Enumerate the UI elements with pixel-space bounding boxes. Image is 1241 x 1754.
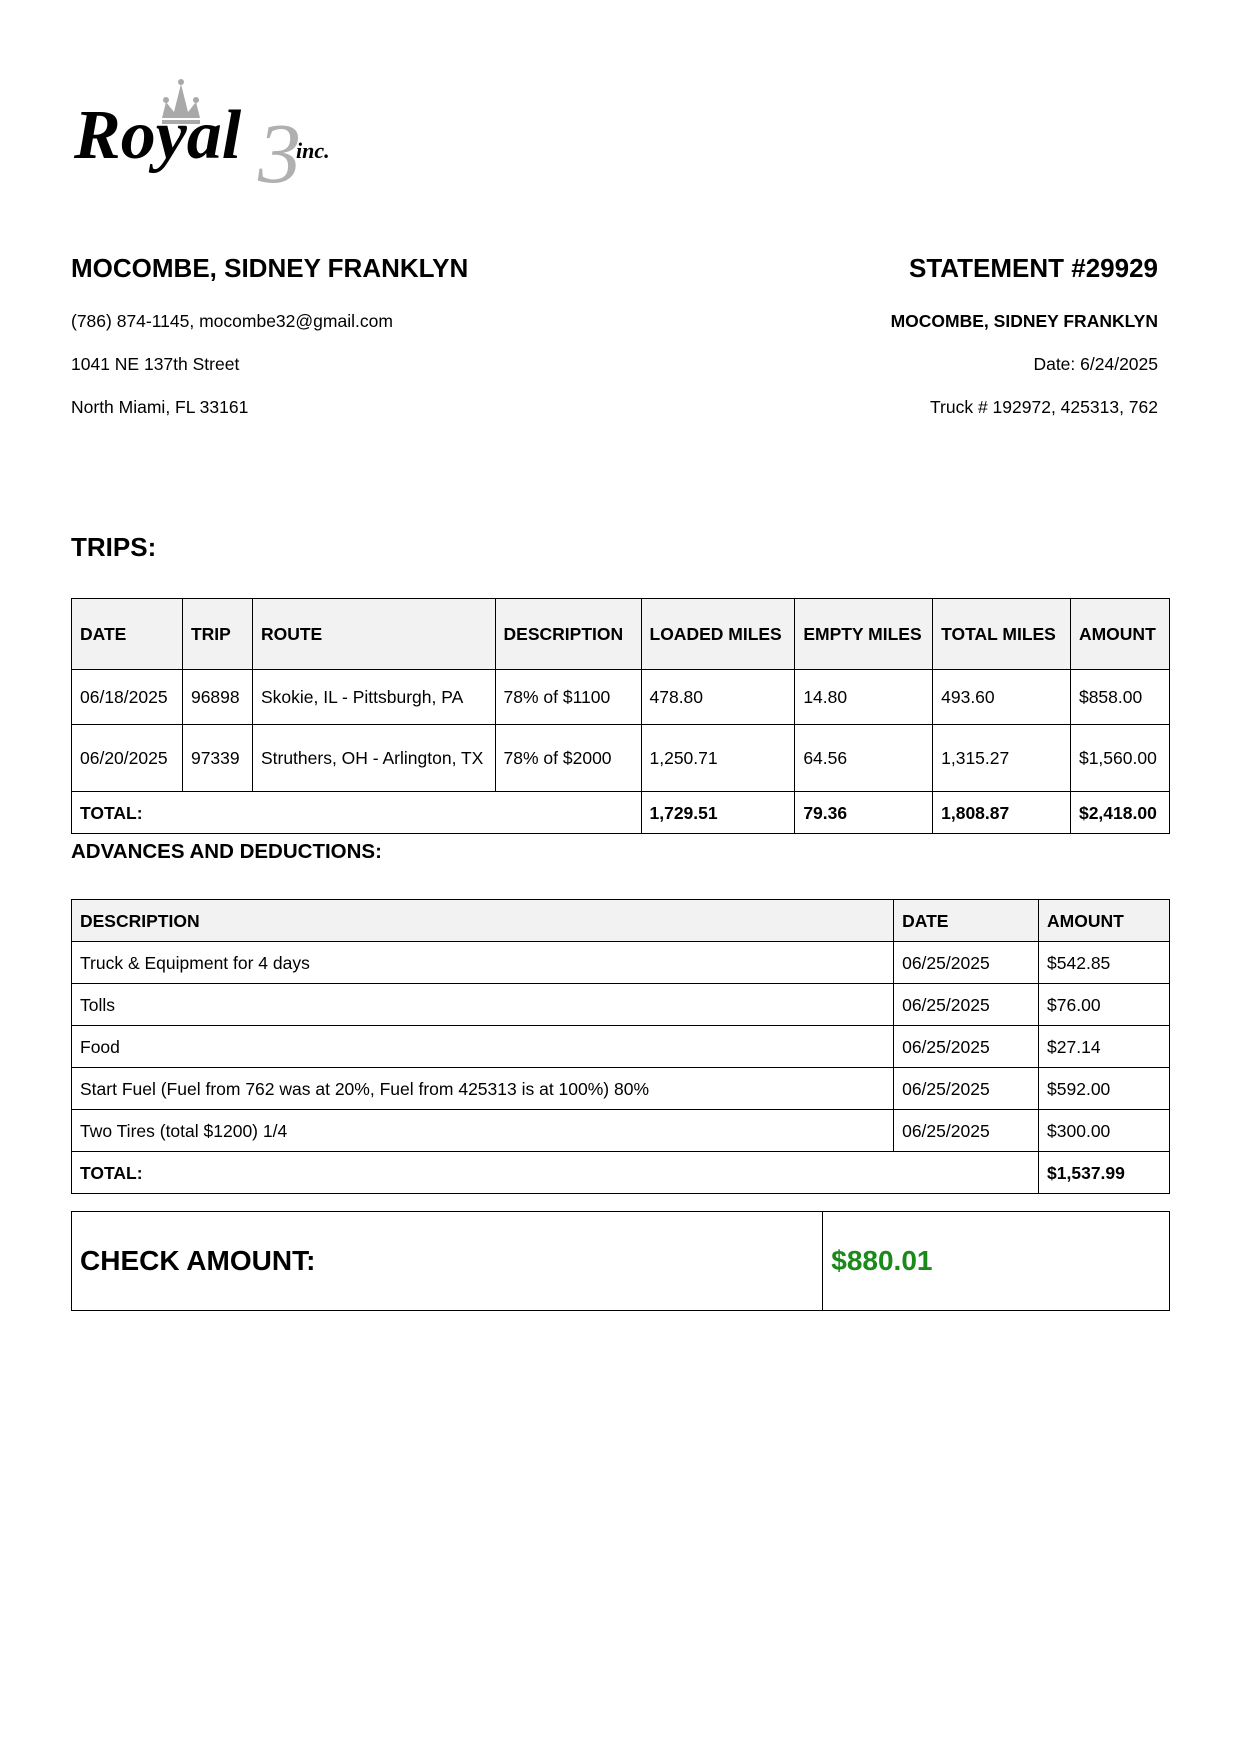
col-header-empty-miles: EMPTY MILES <box>795 599 933 670</box>
deduction-description: Truck & Equipment for 4 days <box>72 942 894 984</box>
check-amount-value: $880.01 <box>823 1212 1170 1311</box>
statement-date: Date: 6/24/2025 <box>1033 354 1158 374</box>
trip-route: Struthers, OH - Arlington, TX <box>252 725 495 792</box>
col-header-trip: TRIP <box>182 599 252 670</box>
deduction-date: 06/25/2025 <box>894 984 1039 1026</box>
trips-table <box>71 598 1170 834</box>
trip-loaded-miles: 478.80 <box>641 670 795 725</box>
trips-title: TRIPS: <box>71 532 157 562</box>
advances-header-row <box>72 900 1170 942</box>
table-row <box>72 984 1170 1026</box>
deduction-amount: $592.00 <box>1039 1068 1170 1110</box>
advances-table <box>71 899 1170 1194</box>
deduction-date: 06/25/2025 <box>894 1026 1039 1068</box>
trip-description: 78% of $1100 <box>495 670 641 725</box>
deduction-description: Two Tires (total $1200) 1/4 <box>72 1110 894 1152</box>
company-logo <box>70 70 380 195</box>
deduction-amount: $27.14 <box>1039 1026 1170 1068</box>
logo-numeral: 3 <box>258 105 301 195</box>
trip-date: 06/20/2025 <box>72 725 183 792</box>
driver-contact: (786) 874-1145, mocombe32@gmail.com <box>71 311 393 331</box>
trips-total-row <box>72 792 1170 834</box>
trips-total-label: TOTAL: <box>72 792 642 834</box>
col-header-total-miles: TOTAL MILES <box>933 599 1071 670</box>
col-header-route: ROUTE <box>252 599 495 670</box>
advances-total-amount: $1,537.99 <box>1039 1152 1170 1194</box>
deduction-amount: $542.85 <box>1039 942 1170 984</box>
deduction-date: 06/25/2025 <box>894 1110 1039 1152</box>
trip-route: Skokie, IL - Pittsburgh, PA <box>252 670 495 725</box>
logo-wordmark: Royal <box>74 97 242 174</box>
statement-name: MOCOMBE, SIDNEY FRANKLYN <box>890 311 1158 331</box>
trips-total-loaded: 1,729.51 <box>641 792 795 834</box>
col-header-date: DATE <box>72 599 183 670</box>
statement-truck: Truck # 192972, 425313, 762 <box>930 397 1158 417</box>
driver-name: MOCOMBE, SIDNEY FRANKLYN <box>71 253 469 283</box>
trip-loaded-miles: 1,250.71 <box>641 725 795 792</box>
col-header-description: DESCRIPTION <box>495 599 641 670</box>
deduction-description: Food <box>72 1026 894 1068</box>
trip-empty-miles: 64.56 <box>795 725 933 792</box>
table-row <box>72 725 1170 792</box>
table-row <box>72 942 1170 984</box>
driver-address-line2: North Miami, FL 33161 <box>71 397 249 417</box>
trip-date: 06/18/2025 <box>72 670 183 725</box>
advances-title: ADVANCES AND DEDUCTIONS: <box>71 840 382 863</box>
trip-empty-miles: 14.80 <box>795 670 933 725</box>
driver-info <box>71 248 631 418</box>
trips-total-miles: 1,808.87 <box>933 792 1071 834</box>
check-amount-label: CHECK AMOUNT: <box>72 1212 823 1311</box>
table-row <box>72 1110 1170 1152</box>
trips-total-amount: $2,418.00 <box>1070 792 1169 834</box>
deduction-amount: $76.00 <box>1039 984 1170 1026</box>
deduction-date: 06/25/2025 <box>894 942 1039 984</box>
deduction-date: 06/25/2025 <box>894 1068 1039 1110</box>
col-header-description: DESCRIPTION <box>72 900 894 942</box>
col-header-date: DATE <box>894 900 1039 942</box>
driver-address-line1: 1041 NE 137th Street <box>71 354 240 374</box>
advances-total-row <box>72 1152 1170 1194</box>
col-header-amount: AMOUNT <box>1039 900 1170 942</box>
table-row <box>72 1068 1170 1110</box>
table-row <box>72 1026 1170 1068</box>
trip-number: 96898 <box>182 670 252 725</box>
trip-amount: $858.00 <box>1070 670 1169 725</box>
statement-title: STATEMENT #29929 <box>908 253 1158 283</box>
table-row <box>72 670 1170 725</box>
trip-total-miles: 1,315.27 <box>933 725 1071 792</box>
col-header-amount: AMOUNT <box>1070 599 1169 670</box>
trip-amount: $1,560.00 <box>1070 725 1169 792</box>
deduction-amount: $300.00 <box>1039 1110 1170 1152</box>
advances-total-label: TOTAL: <box>72 1152 1039 1194</box>
check-amount-box <box>71 1211 1170 1311</box>
trip-description: 78% of $2000 <box>495 725 641 792</box>
trips-header-row <box>72 599 1170 670</box>
deduction-description: Start Fuel (Fuel from 762 was at 20%, Fuel from 425313 is at 100%) 80% <box>72 1068 894 1110</box>
deduction-description: Tolls <box>72 984 894 1026</box>
col-header-loaded-miles: LOADED MILES <box>641 599 795 670</box>
trip-number: 97339 <box>182 725 252 792</box>
logo-suffix: inc. <box>296 138 330 163</box>
trips-total-empty: 79.36 <box>795 792 933 834</box>
trip-total-miles: 493.60 <box>933 670 1071 725</box>
statement-info <box>598 248 1158 418</box>
